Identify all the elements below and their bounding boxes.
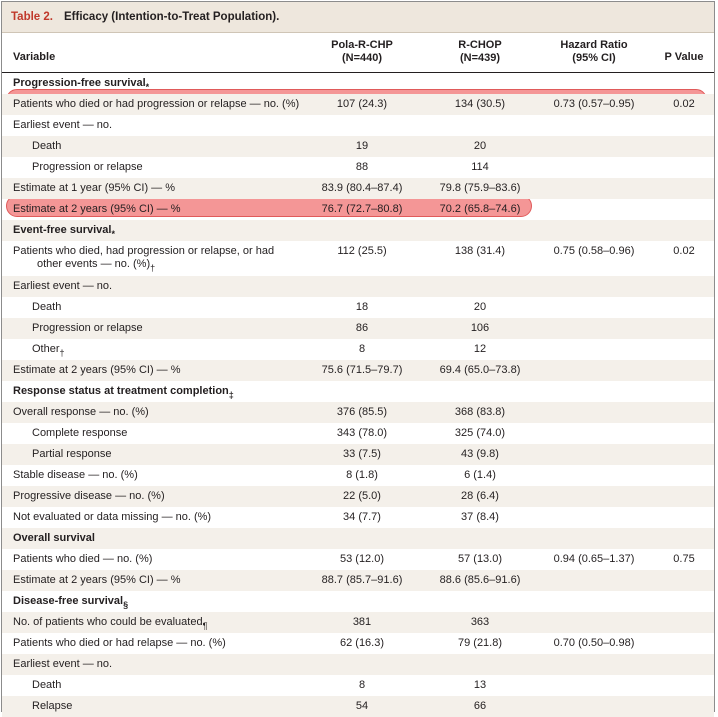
r-chop-value: 20 [473,301,487,313]
column-header-p-value: P Value [664,51,704,63]
pola-r-chp-value: 83.9 (80.4–87.4) [321,182,403,194]
section-header-row [2,381,714,402]
table-row [2,486,714,507]
hazard-ratio-value: 0.73 (0.57–0.95) [553,98,635,110]
r-chop-value: 43 (9.8) [461,448,499,460]
row-label: Estimate at 1 year (95% CI) — % [13,182,175,194]
footnote-mark: ‡ [228,390,234,400]
row-label: Estimate at 2 years (95% CI) — % [13,574,181,586]
pola-r-chp-value: 53 (12.0) [339,553,385,565]
table-row [2,339,714,360]
table-row [2,696,714,717]
hazard-ratio-value: 0.75 (0.58–0.96) [553,245,635,257]
hazard-ratio-value: 0.94 (0.65–1.37) [553,553,635,565]
r-chop-value: 12 [473,343,487,355]
r-chop-value: 57 (13.0) [457,553,503,565]
pola-r-chp-value: 18 [355,301,369,313]
pola-r-chp-value: 76.7 (72.7–80.8) [321,203,403,215]
row-label: Partial response [32,448,112,460]
row-label: Patients who died, had progression or relapse, or had other events — no. (%)† [13,245,275,273]
table-row [2,115,714,136]
row-label: Complete response [32,427,128,439]
pola-r-chp-value: 88.7 (85.7–91.6) [321,574,403,586]
row-label: Death [32,679,62,691]
footnote-mark: § [123,600,129,610]
section-header-row [2,73,714,94]
row-label: Progressive disease — no. (%) [13,490,165,502]
row-label: Patients who died — no. (%) [13,553,153,565]
table-row [2,423,714,444]
r-chop-value: 79.8 (75.9–83.6) [439,182,521,194]
row-label: Patients who died or had relapse — no. (%) [13,637,226,649]
column-header-hazard-ratio: Hazard Ratio (95% CI) [560,39,628,64]
section-title: Disease-free survival§ [13,595,129,610]
pola-r-chp-value: 381 [352,616,372,628]
footnote-mark: * [111,229,115,239]
table-row [2,654,714,675]
r-chop-value: 28 (6.4) [461,490,499,502]
r-chop-value: 37 (8.4) [461,511,499,523]
table-row [2,94,714,115]
pola-r-chp-value: 19 [355,140,369,152]
footnote-mark: * [145,82,150,92]
row-label: Estimate at 2 years (95% CI) — % [13,364,181,376]
pola-r-chp-value: 33 (7.5) [343,448,381,460]
column-header-r-chop: R-CHOP (N=439) [458,39,502,64]
pola-r-chp-value: 22 (5.0) [343,490,381,502]
row-label: Earliest event — no. [13,658,113,670]
section-title: Event-free survival* [13,224,115,239]
r-chop-value: 134 (30.5) [454,98,506,110]
table-row [2,612,714,633]
pola-r-chp-value: 75.6 (71.5–79.7) [321,364,403,376]
section-title: Overall survival [13,532,95,544]
table-row [2,241,714,276]
row-label: Not evaluated or data missing — no. (%) [13,511,212,523]
row-label: No. of patients who could be evaluated¶ [13,616,208,631]
r-chop-value: 79 (21.8) [457,637,503,649]
section-title: Response status at treatment completion‡ [13,385,234,400]
table-row [2,570,714,591]
row-label: Patients who died or had progression or relapse — no. (%) [13,98,300,110]
table-row [2,360,714,381]
table-row [2,276,714,297]
section-title: Progression-free survival* [13,77,150,92]
r-chop-value: 325 (74.0) [454,427,506,439]
r-chop-value: 88.6 (85.6–91.6) [439,574,521,586]
r-chop-value: 363 [470,616,490,628]
row-label: Other† [32,343,65,358]
pola-r-chp-value: 8 [358,343,366,355]
table-row [2,199,714,220]
table-row [2,297,714,318]
r-chop-value: 368 (83.8) [454,406,506,418]
row-label: Overall response — no. (%) [13,406,149,418]
p-value: 0.75 [673,553,695,565]
table-row [2,157,714,178]
table-row [2,507,714,528]
table-row [2,444,714,465]
table-row [2,318,714,339]
efficacy-table [1,1,715,712]
row-label: Death [32,140,62,152]
p-value: 0.02 [673,245,695,257]
section-header-row [2,591,714,612]
r-chop-value: 13 [473,679,487,691]
pola-r-chp-value: 88 [355,161,369,173]
pola-r-chp-value: 8 (1.8) [346,469,378,481]
table-row [2,549,714,570]
r-chop-value: 66 [473,700,487,712]
table-row [2,178,714,199]
pola-r-chp-value: 107 (24.3) [336,98,388,110]
pola-r-chp-value: 343 (78.0) [336,427,388,439]
table-row [2,465,714,486]
r-chop-value: 138 (31.4) [454,245,506,257]
table-row [2,633,714,654]
row-label: Stable disease — no. (%) [13,469,138,481]
pola-r-chp-value: 34 (7.7) [343,511,381,523]
column-header-variable: Variable [13,51,56,63]
pola-r-chp-value: 54 [355,700,369,712]
r-chop-value: 70.2 (65.8–74.6) [439,203,521,215]
row-label: Progression or relapse [32,322,143,334]
r-chop-value: 114 [471,161,489,173]
table-title-bar [2,2,714,33]
table-label: Table 2. [11,11,53,23]
table-row [2,675,714,696]
footnote-mark: † [150,263,156,273]
pola-r-chp-value: 8 [358,679,366,691]
pola-r-chp-value: 376 (85.5) [336,406,388,418]
p-value: 0.02 [673,98,695,110]
table-row [2,402,714,423]
hazard-ratio-value: 0.70 (0.50–0.98) [553,637,635,649]
table-title: Efficacy (Intention-to-Treat Population). [64,11,280,23]
r-chop-value: 20 [473,140,487,152]
column-header-pola-r-chp: Pola-R-CHP (N=440) [331,39,393,64]
section-header-row [2,528,714,549]
pola-r-chp-value: 62 (16.3) [339,637,385,649]
row-label: Earliest event — no. [13,119,113,131]
table-row [2,136,714,157]
pola-r-chp-value: 112 (25.5) [337,245,387,257]
section-header-row [2,220,714,241]
row-label: Estimate at 2 years (95% CI) — % [13,203,181,215]
row-label: Death [32,301,62,313]
row-label: Earliest event — no. [13,280,113,292]
row-label: Progression or relapse [32,161,143,173]
footnote-mark: † [59,348,65,358]
r-chop-value: 69.4 (65.0–73.8) [439,364,521,376]
footnote-mark: ¶ [202,621,208,631]
r-chop-value: 106 [470,322,490,334]
pola-r-chp-value: 86 [355,322,369,334]
row-label: Relapse [32,700,73,712]
r-chop-value: 6 (1.4) [464,469,496,481]
